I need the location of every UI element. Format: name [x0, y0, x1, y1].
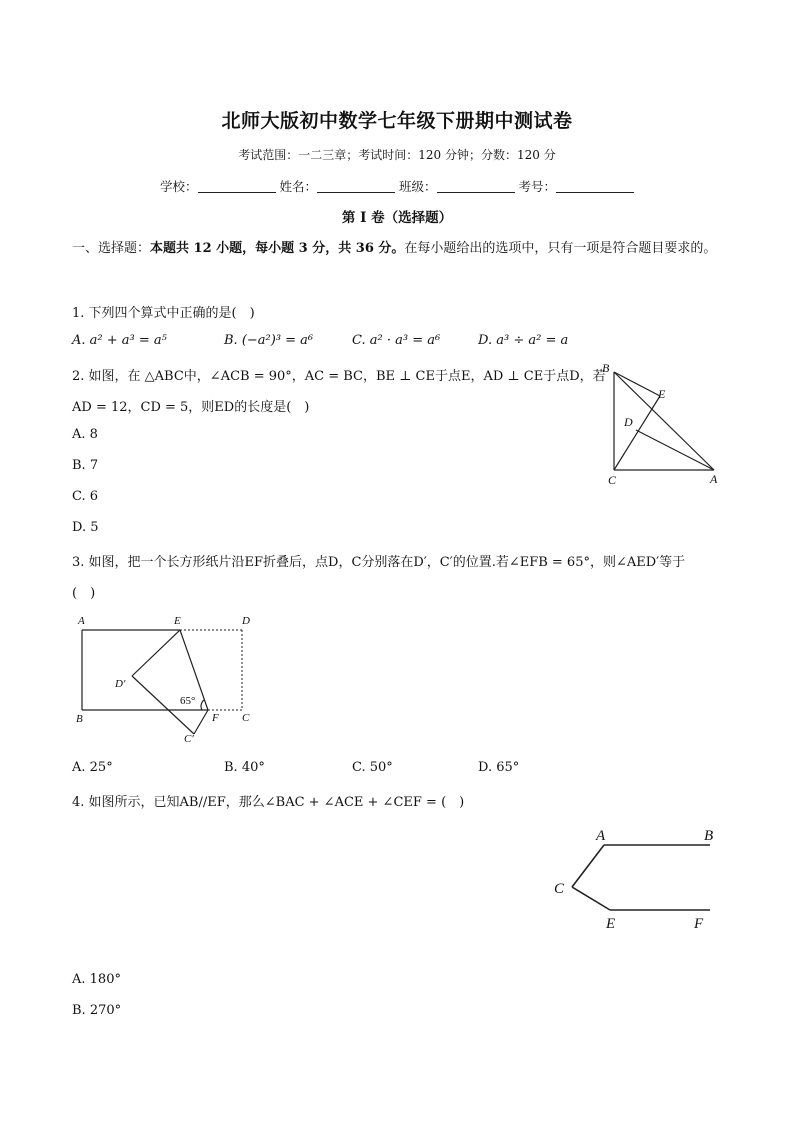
- q4-option-a[interactable]: A. 180°: [72, 972, 121, 987]
- name-label: 姓名：: [279, 179, 317, 194]
- q3-figure: [72, 610, 272, 745]
- class-blank[interactable]: [437, 180, 515, 193]
- q2-option-d[interactable]: D. 5: [72, 520, 99, 535]
- q2-label-b: B: [602, 361, 610, 375]
- q1-option-b[interactable]: B. (−a²)³ = a⁶: [224, 333, 314, 348]
- q3-label-cprime: C′: [184, 733, 194, 745]
- q3-label-dprime: D′: [115, 678, 126, 690]
- id-blank[interactable]: [556, 180, 634, 193]
- q3-seg-edp: [132, 630, 180, 676]
- q1-option-c[interactable]: C. a² · a³ = a⁶: [352, 333, 441, 348]
- q2-label-d: D: [624, 415, 633, 429]
- q3-stem-line2: ( ): [72, 586, 96, 601]
- q3-label-b: B: [76, 713, 83, 725]
- q3-label-c: C: [242, 712, 250, 724]
- q4-label-f: F: [694, 916, 704, 932]
- school-label: 学校：: [159, 179, 198, 194]
- q3-option-b[interactable]: B. 40°: [224, 760, 265, 775]
- q4-option-b[interactable]: B. 270°: [72, 1003, 122, 1018]
- q2-stem-line2: AD = 12，CD = 5，则ED的长度是( ): [72, 400, 310, 415]
- q4-seg-ce: [572, 887, 610, 910]
- page-title: 北师大版初中数学七年级下册期中测试卷: [221, 110, 573, 132]
- q3-seg-cpf: [194, 710, 208, 734]
- q2-option-a[interactable]: A. 8: [72, 427, 98, 442]
- q2-option-c[interactable]: C. 6: [72, 489, 99, 504]
- q4-figure: [548, 820, 728, 935]
- q4-seg-ac: [572, 845, 604, 887]
- q3-label-a: A: [78, 615, 85, 627]
- section-instructions: [72, 234, 722, 264]
- q3-option-d[interactable]: D. 65°: [478, 760, 520, 775]
- id-label: 考号：: [518, 179, 556, 194]
- exam-subtitle: 考试范围：一二三章；考试时间：120 分钟；分数：120 分: [238, 148, 556, 162]
- q3-label-d: D: [242, 615, 250, 627]
- q4-label-b: B: [704, 828, 714, 844]
- q2-label-a: A: [710, 472, 718, 486]
- q4-label-e: E: [606, 916, 616, 932]
- school-blank[interactable]: [198, 180, 276, 193]
- q3-angle-label: 65°: [180, 695, 196, 707]
- class-label: 班级：: [398, 179, 437, 194]
- section-prefix: 一、选择题：: [72, 241, 151, 256]
- q1-stem: 1. 下列四个算式中正确的是( ): [72, 306, 255, 321]
- q3-stem-line1: 3. 如图，把一个长方形纸片沿EF折叠后，点D，C分别落在D′，C′的位置.若∠EFB = 65°，则∠AED′等于: [72, 555, 686, 570]
- q2-seg-be: [614, 372, 660, 396]
- q4-stem: 4. 如图所示，已知AB//EF，那么∠BAC + ∠ACE + ∠CEF = ( ): [72, 795, 465, 810]
- q3-label-e: E: [174, 615, 181, 627]
- section-rest: 在每小题给出的选项中，只有一项是符合题目要求的。: [404, 241, 717, 256]
- q1-option-a[interactable]: A. a² + a³ = a⁵: [72, 333, 167, 348]
- q3-option-a[interactable]: A. 25°: [72, 760, 113, 775]
- q3-angle-arc: [201, 700, 204, 710]
- q2-label-e: E: [658, 387, 666, 401]
- q1-option-d[interactable]: D. a³ ÷ a² = a: [478, 333, 569, 348]
- q4-label-a: A: [596, 828, 606, 844]
- name-blank[interactable]: [317, 180, 395, 193]
- q3-label-f: F: [212, 712, 219, 724]
- q3-option-c[interactable]: C. 50°: [352, 760, 393, 775]
- q2-label-c: C: [608, 473, 617, 487]
- q2-seg-ce: [614, 396, 660, 470]
- student-info-row: [0, 177, 794, 195]
- q2-figure: [598, 358, 728, 488]
- q2-option-b[interactable]: B. 7: [72, 458, 99, 473]
- q2-seg-ad: [636, 430, 714, 470]
- part-title: 第 I 卷（选择题）: [341, 210, 453, 226]
- section-bold: 本题共 12 小题，每小题 3 分，共 36 分。: [150, 241, 405, 256]
- q2-stem-line1: 2. 如图，在 △ABC中，∠ACB = 90°，AC = BC，BE ⊥ CE于点E，AD ⊥ CE于点D，若: [72, 369, 606, 384]
- q4-label-c: C: [554, 881, 565, 897]
